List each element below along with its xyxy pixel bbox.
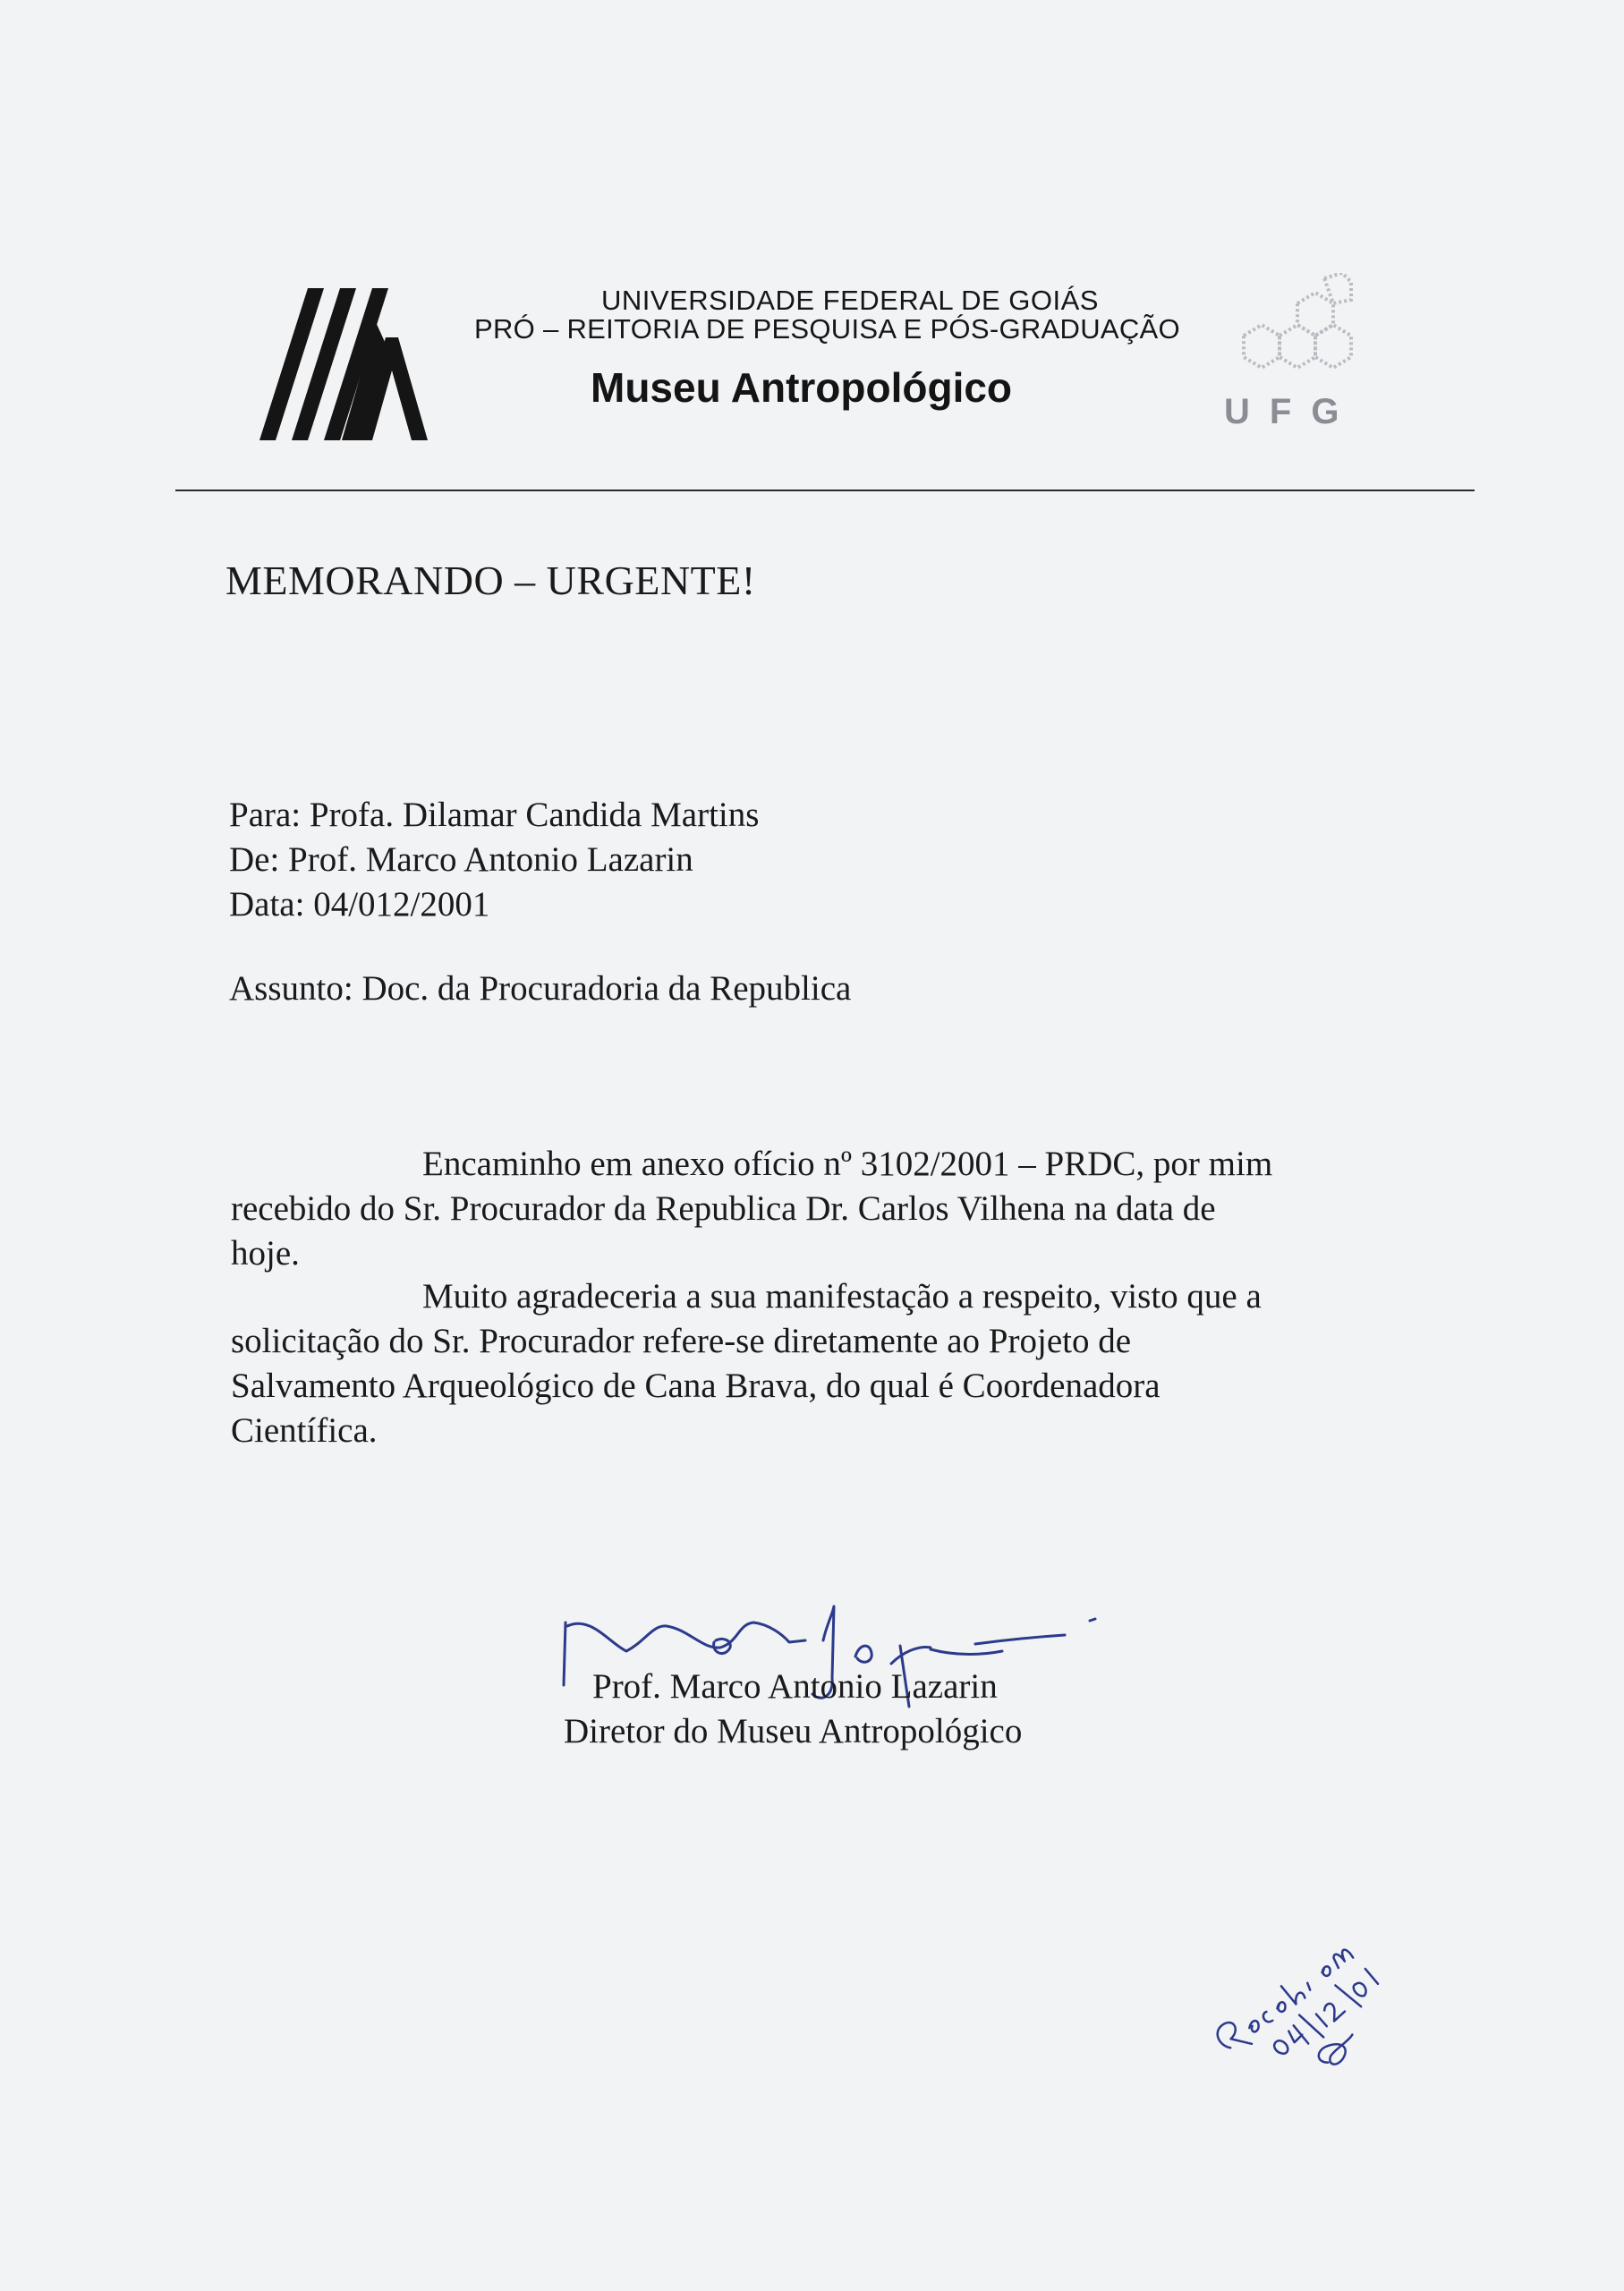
p2-line-3: Salvamento Arqueológico de Cana Brava, do qual é Coordenadora [231,1367,1161,1405]
handwritten-receipt-note [1181,1897,1432,2103]
p1-line-3: hoje. [231,1234,300,1273]
subject-field: Assunto: Doc. da Procuradoria da Republica [229,969,852,1008]
university-name: UNIVERSIDADE FEDERAL DE GOIÁS [601,285,1099,316]
memo-title: MEMORANDO – URGENTE! [225,558,756,603]
p2-line-4: Científica. [231,1411,378,1450]
signature-name: Prof. Marco Antonio Lazarin [592,1667,998,1706]
p2-line-1: Muito agradeceria a sua manifestação a respeito, visto que a [422,1277,1262,1316]
signature-title: Diretor do Museu Antropológico [564,1712,1023,1750]
from-field: De: Prof. Marco Antonio Lazarin [229,840,693,879]
museum-stripes-logo-icon [242,288,429,440]
ufg-logo-text: UFG [1224,392,1359,431]
p2-line-2: solicitação do Sr. Procurador refere-se diretamente ao Projeto de [231,1322,1132,1360]
to-field: Para: Profa. Dilamar Candida Martins [229,796,760,834]
p1-line-1: Encaminho em anexo ofício nº 3102/2001 – PRDC, por mim [422,1145,1273,1183]
pro-reitoria-name: PRÓ – REITORIA DE PESQUISA E PÓS-GRADUAÇÃO [474,313,1180,345]
header-divider [175,490,1475,491]
date-field: Data: 04/012/2001 [229,885,490,924]
p1-line-2: recebido do Sr. Procurador da Republica Dr. Carlos Vilhena na data de [231,1189,1216,1228]
museum-name: Museu Antropológico [591,364,1013,411]
